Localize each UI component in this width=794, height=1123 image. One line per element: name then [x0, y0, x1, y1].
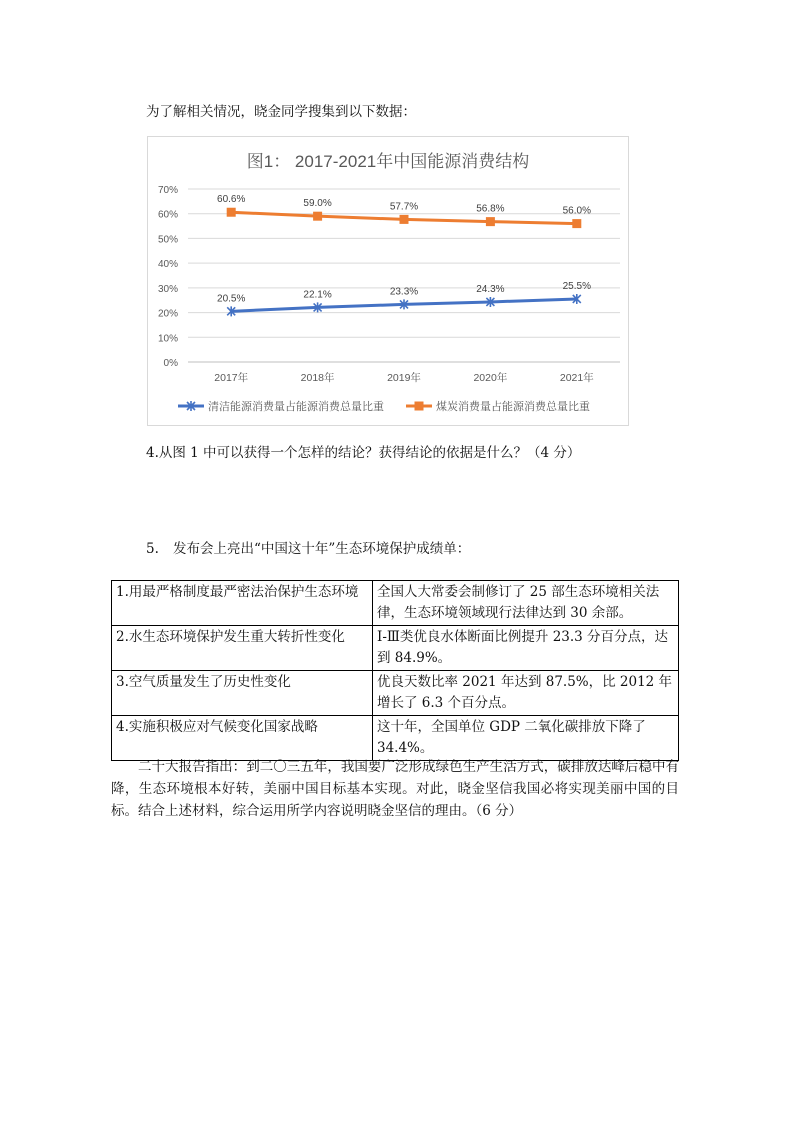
coal-data-point — [227, 208, 236, 217]
table-cell-detail: 这十年，全国单位 GDP 二氧化碳排放下降了 34.4%。 — [373, 716, 679, 761]
y-tick-label: 50% — [157, 234, 178, 246]
data-label: 59.0% — [303, 198, 332, 210]
table-row — [112, 671, 679, 716]
table-cell-detail: 优良天数比率 2021 年达到 87.5%，比 2012 年增长了 6.3 个百分点。 — [373, 671, 679, 716]
table-row — [112, 716, 679, 761]
data-label: 24.3% — [476, 283, 505, 295]
data-label: 56.0% — [562, 205, 591, 217]
energy-chart-svg — [148, 137, 628, 425]
table-cell-item: 1.用最严格制度最严密法治保护生态环境 — [112, 581, 373, 626]
question-5-number: 5. — [146, 541, 159, 557]
y-tick-label: 40% — [157, 259, 178, 271]
question-5-text: 发布会上亮出“中国这十年”生态环境保护成绩单： — [173, 541, 471, 557]
x-tick-label: 2018年 — [300, 372, 335, 384]
energy-chart — [147, 136, 629, 426]
data-label: 25.5% — [562, 280, 591, 292]
intro-text: 为了解相关情况，晓金同学搜集到以下数据： — [146, 104, 416, 120]
achievement-table — [111, 580, 679, 761]
legend-label: 清洁能源消费量占能源消费总量比重 — [208, 401, 384, 413]
table-cell-item: 3.空气质量发生了历史性变化 — [112, 671, 373, 716]
table-cell-item: 2.水生态环境保护发生重大转折性变化 — [112, 626, 373, 671]
report-question — [111, 756, 679, 822]
report-text: 二十大报告指出：到二〇三五年，我国要广泛形成绿色生产生活方式，碳排放达峰后稳中有降，生态环境根本好转，美丽中国目标基本实现。对此，晓金坚信我国必将实现美丽中国的目标。结合上述材料，综合运用所学内容说明晓金坚信的理由。（6 分） — [111, 759, 679, 819]
data-label: 23.3% — [389, 286, 419, 298]
y-tick-label: 60% — [157, 209, 178, 221]
chart-title: 图1： 2017-2021年中国能源消费结构 — [246, 152, 530, 171]
x-tick-label: 2021年 — [559, 372, 594, 384]
data-label: 22.1% — [303, 289, 332, 301]
y-tick-label: 20% — [157, 308, 178, 320]
table-row — [112, 626, 679, 671]
y-tick-label: 70% — [157, 185, 178, 196]
data-label: 57.7% — [389, 201, 419, 213]
data-label: 60.6% — [217, 194, 246, 206]
y-tick-label: 30% — [157, 283, 178, 295]
x-tick-label: 2019年 — [387, 372, 421, 384]
coal-data-point — [400, 215, 409, 224]
x-tick-label: 2017年 — [214, 372, 249, 384]
legend-marker — [415, 402, 424, 411]
x-tick-label: 2020年 — [473, 372, 508, 384]
table-cell-detail: Ⅰ-Ⅲ类优良水体断面比例提升 23.3 分百分点，达到 84.9%。 — [373, 626, 679, 671]
data-label: 56.8% — [476, 203, 505, 215]
coal-data-point — [572, 219, 581, 228]
coal-data-point — [486, 217, 495, 226]
data-label: 20.5% — [217, 293, 246, 305]
table-cell-detail: 全国人大常委会制修订了 25 部生态环境相关法律，生态环境领域现行法律达到 30 余部。 — [373, 581, 679, 626]
question-5 — [146, 537, 470, 557]
table-row — [112, 581, 679, 626]
y-tick-label: 10% — [157, 333, 178, 345]
y-tick-label: 0% — [163, 358, 178, 369]
table-cell-item: 4.实施积极应对气候变化国家战略 — [112, 716, 373, 761]
legend-label: 煤炭消费量占能源消费总量比重 — [436, 401, 590, 413]
coal-data-point — [313, 212, 322, 221]
question-4: 4.从图 1 中可以获得一个怎样的结论？获得结论的依据是什么？（4 分） — [146, 445, 581, 461]
